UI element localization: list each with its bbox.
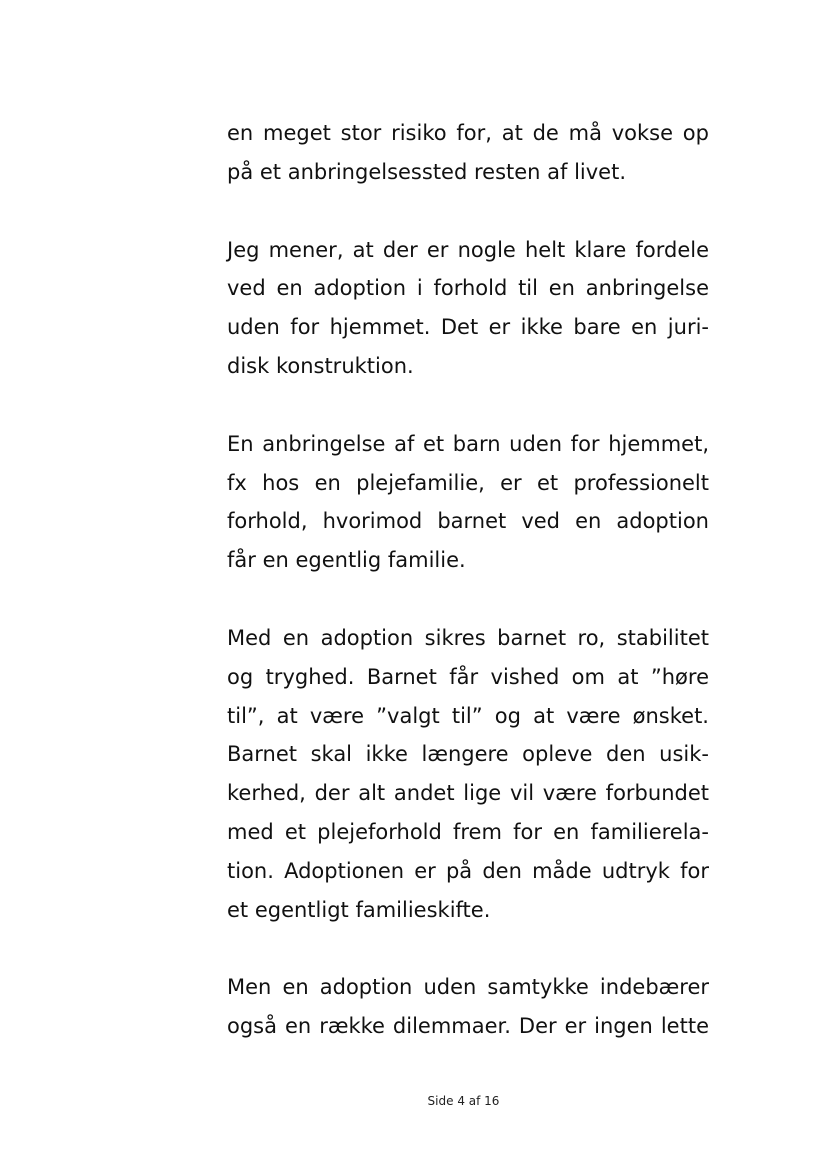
paragraph-2 — [227, 231, 709, 386]
text-line: også en række dilemmaer. Der er ingen lette — [227, 1014, 709, 1039]
text-line: forhold, hvorimod barnet ved en adoption — [227, 509, 709, 534]
text-line: En anbringelse af et barn uden for hjemmet, — [227, 431, 709, 456]
text-line: disk konstruktion. — [227, 353, 414, 378]
text-line: på et anbringelsessted resten af livet. — [227, 159, 627, 184]
document-body — [227, 114, 709, 1085]
text-line: Jeg mener, at der er nogle helt klare fordele — [227, 237, 709, 262]
text-line: uden for hjemmet. Det er ikke bare en juri- — [227, 315, 709, 340]
paragraph-4 — [227, 619, 709, 929]
paragraph-1 — [227, 114, 709, 192]
text-line: Med en adoption sikres barnet ro, stabilitet — [227, 625, 709, 650]
text-line: til”, at være ”valgt til” og at være ønsket. — [227, 703, 709, 728]
text-line: ved en adoption i forhold til en anbringelse — [227, 276, 709, 301]
text-line: en meget stor risiko for, at de må vokse op — [227, 121, 709, 145]
paragraph-5 — [227, 968, 709, 1046]
text-line: Men en adoption uden samtykke indebærer — [227, 975, 709, 1000]
text-line: og tryghed. Barnet får vished om at ”høre — [227, 664, 709, 689]
text-line: kerhed, der alt andet lige vil være forbundet — [227, 781, 709, 806]
text-line: tion. Adoptionen er på den måde udtryk for — [227, 858, 709, 883]
text-line: får en egentlig familie. — [227, 548, 466, 573]
text-line: med et plejeforhold frem for en familierela- — [227, 819, 709, 844]
text-line: et egentligt familieskifte. — [227, 897, 491, 922]
page-number-footer: Side 4 af 16 — [427, 1094, 500, 1108]
paragraph-3 — [227, 425, 709, 580]
text-line: fx hos en plejefamilie, er et professionelt — [227, 470, 709, 495]
text-line: Barnet skal ikke længere opleve den usik- — [227, 742, 709, 767]
